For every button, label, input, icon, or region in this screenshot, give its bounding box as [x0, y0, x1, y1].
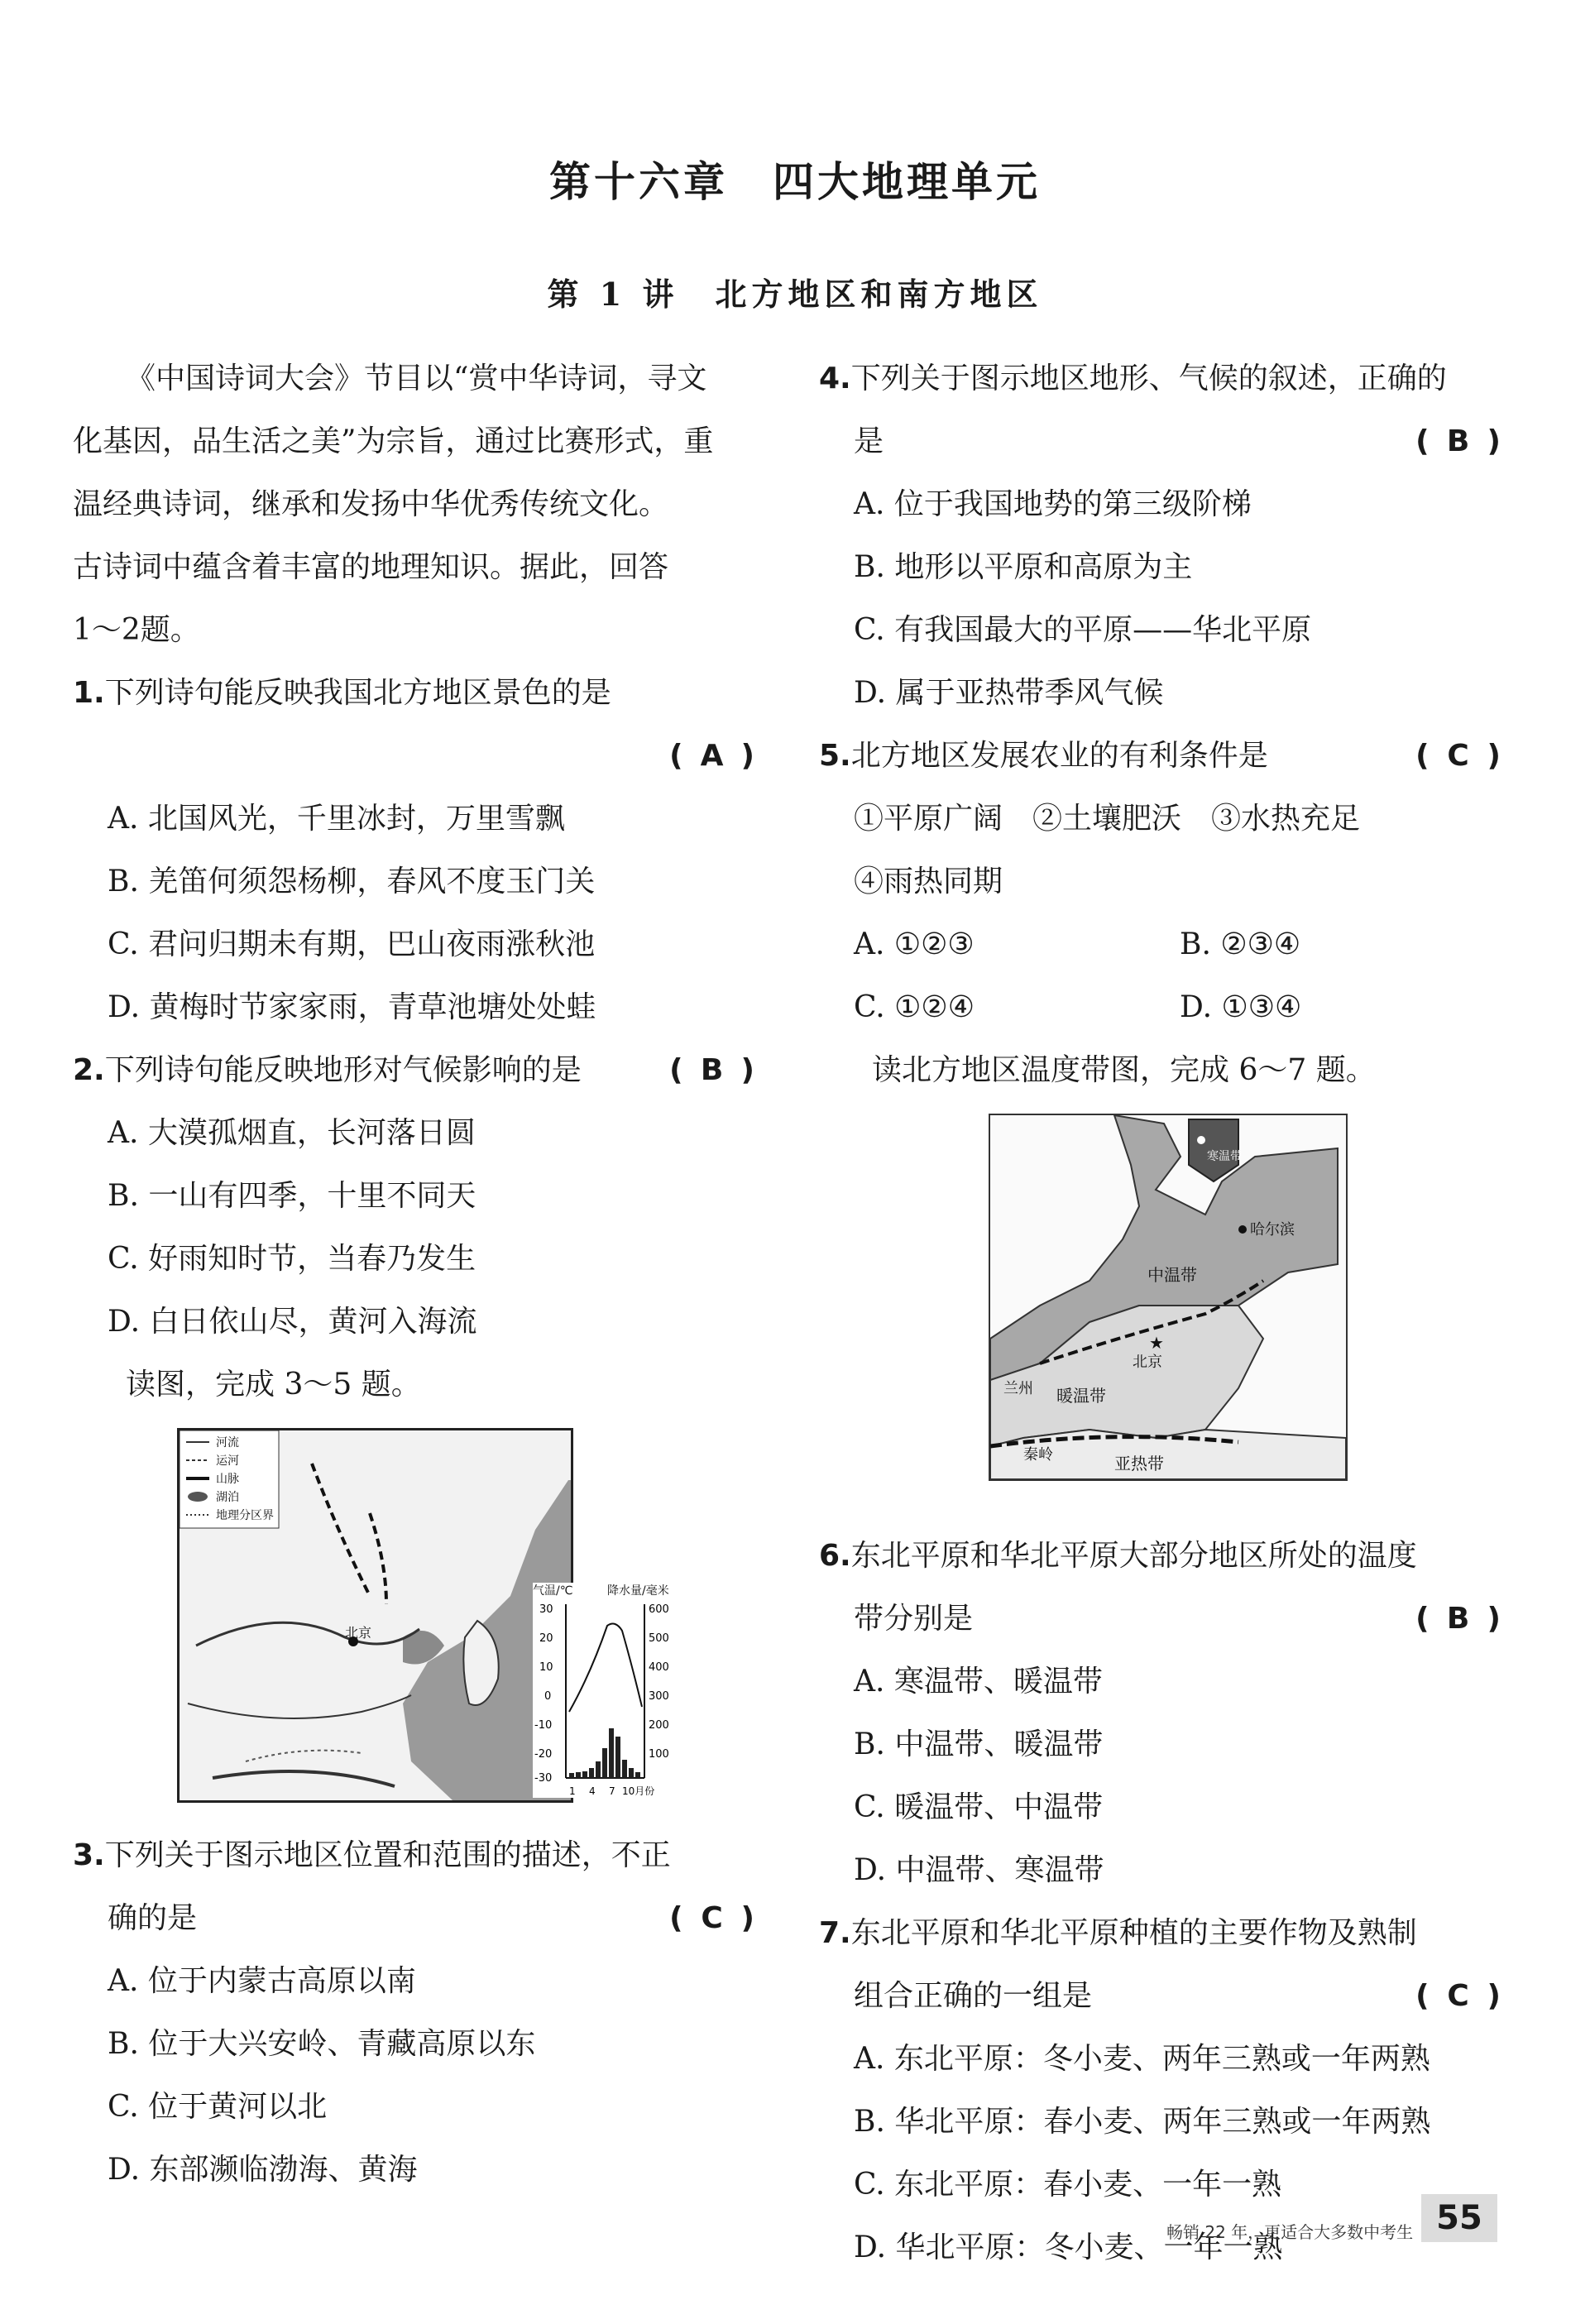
- option-c: C. 君问归期未有期，巴山夜雨涨秋池: [108, 927, 596, 961]
- intro-line: 古诗词中蕴含着丰富的地理知识。据此，回答: [73, 550, 669, 584]
- option-a: A. 大漠孤烟直，长河落日圆: [108, 1116, 476, 1150]
- option-a: A. 位于内蒙古高原以南: [108, 1964, 416, 1998]
- precip-bar: [635, 1772, 640, 1778]
- temperature-zone-figure: [989, 1114, 1506, 1503]
- answer-box: ( B ): [1415, 1588, 1501, 1651]
- precip-tick: 400: [649, 1661, 669, 1674]
- north-region-figure: [73, 1428, 759, 1803]
- right-column: [819, 347, 1506, 2279]
- lesson-title: 第 1 讲 北方地区和南方地区: [547, 276, 1043, 313]
- zone-label: 中温带: [1147, 1265, 1197, 1285]
- question-6-stem-continued: [819, 1588, 1506, 1651]
- question-number: 1.: [73, 676, 105, 710]
- question-text: 北方地区发展农业的有利条件是: [850, 739, 1268, 773]
- chapter-title: 第十六章 四大地理单元: [549, 157, 1041, 206]
- option-b: B. ②③④: [1180, 927, 1301, 961]
- condition-list: ④雨热同期: [854, 865, 1003, 898]
- option-a: A. 寒温带、暖温带: [854, 1665, 1103, 1699]
- temp-tick: 0: [544, 1690, 552, 1703]
- question-5-stem: [819, 725, 1506, 788]
- legend-label: 地理分区界: [216, 1509, 274, 1522]
- temperature-zone-map: [989, 1114, 1348, 1481]
- intro-line: 温经典诗词，继承和发扬中华优秀传统文化。: [73, 487, 669, 521]
- month-tick: 4: [589, 1785, 596, 1797]
- temp-tick: 20: [539, 1632, 553, 1645]
- option-c: C. 位于黄河以北: [108, 2090, 328, 2124]
- option-row: [819, 913, 1506, 976]
- north-region-map: [177, 1428, 669, 1803]
- option-c: C. 好雨知时节，当春乃发生: [108, 1242, 477, 1276]
- option-b: B. 中温带、暖温带: [854, 1727, 1104, 1761]
- temperature-axis-label: 气温/℃: [533, 1584, 573, 1598]
- option-c: C. 暖温带、中温带: [854, 1790, 1104, 1824]
- precip-tick: 500: [649, 1632, 669, 1645]
- option-d: D. 属于亚热带季风气候: [854, 676, 1164, 710]
- legend-lake-symbol: [188, 1492, 208, 1502]
- option-b: B. 一山有四季，十里不同天: [108, 1179, 477, 1213]
- precipitation-axis-label: 降水量/毫米: [607, 1584, 669, 1598]
- option-d: D. 黄梅时节家家雨，青草池塘处处蛙: [108, 990, 596, 1024]
- question-number: 3.: [73, 1838, 105, 1872]
- question-text: 组合正确的一组是: [854, 1979, 1093, 2013]
- answer-letter: A: [700, 739, 724, 773]
- option-b: B. 地形以平原和高原为主: [854, 550, 1193, 584]
- city-label: 北京: [1133, 1354, 1162, 1371]
- answer-letter: C: [1447, 739, 1469, 773]
- temp-tick: -20: [534, 1748, 553, 1761]
- question-number: 4.: [819, 362, 851, 395]
- month-tick: 10月份: [622, 1785, 655, 1797]
- precip-tick: 300: [649, 1690, 669, 1703]
- precip-tick: 600: [649, 1603, 669, 1616]
- option-a: A. 北国风光，千里冰封，万里雪飘: [108, 802, 565, 836]
- option-c: C. ①②④: [854, 990, 975, 1024]
- mountain-range: [312, 1464, 370, 1596]
- temp-tick: -30: [534, 1772, 553, 1785]
- answer-letter: B: [700, 1053, 724, 1087]
- precip-tick: 200: [649, 1719, 669, 1732]
- answer-box: ( C ): [1415, 725, 1501, 788]
- precip-bar: [582, 1771, 587, 1778]
- option-b: B. 华北平原：春小麦、两年三熟或一年两熟: [854, 2105, 1431, 2139]
- question-3-stem: [73, 1824, 759, 1887]
- star-icon: ★: [1149, 1333, 1164, 1353]
- left-column: [73, 347, 759, 2202]
- option-c: C. 东北平原：春小麦、一年一熟: [854, 2168, 1282, 2202]
- legend-label: 山脉: [216, 1473, 239, 1486]
- answer-box: ( C ): [669, 1887, 754, 1950]
- answer-letter: C: [701, 1901, 723, 1935]
- answer-box: ( B ): [1415, 410, 1501, 473]
- intro-line: 化基因，品生活之美”为宗旨，通过比赛形式，重: [73, 424, 714, 458]
- option-a: A. ①②③: [854, 927, 975, 961]
- legend-label: 运河: [216, 1454, 239, 1468]
- temperature-curve: [569, 1624, 642, 1712]
- precip-bar: [569, 1773, 574, 1778]
- question-6-stem: [819, 1525, 1506, 1588]
- city-label: 北京: [345, 1625, 372, 1641]
- option-c: C. 有我国最大的平原——华北平原: [854, 613, 1312, 647]
- temp-tick: 30: [539, 1603, 553, 1616]
- question-4-stem-continued: [819, 410, 1506, 473]
- zone-label: 寒温带: [1207, 1150, 1242, 1163]
- option-d: D. ①③④: [1180, 990, 1302, 1024]
- temp-tick: 10: [539, 1661, 553, 1674]
- boundary-line: [213, 1771, 395, 1786]
- precip-tick: 100: [649, 1748, 669, 1761]
- option-d: D. 东部濒临渤海、黄海: [108, 2153, 418, 2187]
- precip-bar: [629, 1768, 634, 1778]
- question-text: 下列诗句能反映地形对气候影响的是: [104, 1053, 582, 1087]
- city-label: 兰州: [1003, 1380, 1033, 1397]
- option-a: A. 东北平原：冬小麦、两年三熟或一年两熟: [854, 2042, 1430, 2076]
- option-d: D. 白日依山尽，黄河入海流: [108, 1305, 477, 1339]
- question-text: 是: [854, 424, 884, 458]
- answer-letter: B: [1446, 1602, 1470, 1636]
- question-number: 2.: [73, 1053, 105, 1087]
- zone-label: 亚热带: [1114, 1454, 1164, 1473]
- read-map-instruction: 读北方地区温度带图，完成 6～7 题。: [872, 1053, 1376, 1087]
- question-1-stem: [73, 662, 759, 725]
- question-text: 下列诗句能反映我国北方地区景色的是: [104, 676, 611, 710]
- condition-list: ①平原广阔 ②土壤肥沃 ③水热充足: [854, 802, 1361, 836]
- question-number: 6.: [819, 1539, 851, 1573]
- precip-bar: [622, 1760, 627, 1778]
- question-4-stem: [819, 347, 1506, 410]
- mountain-label: 秦岭: [1023, 1446, 1053, 1464]
- precip-bar: [602, 1748, 607, 1778]
- intro-line: 1～2题。: [73, 613, 200, 647]
- footer-note: 畅销 22 年，更适合大多数中考生: [1166, 2222, 1414, 2242]
- precip-bar: [589, 1768, 594, 1778]
- question-7-stem-continued: [819, 1965, 1506, 2028]
- river: [188, 1695, 411, 1718]
- city-label: 哈尔滨: [1250, 1221, 1295, 1239]
- precip-bar: [596, 1761, 601, 1778]
- intro-line: 《中国诗词大会》节目以“赏中华诗词，寻文: [126, 362, 707, 395]
- legend-label: 河流: [216, 1436, 239, 1450]
- question-number: 5.: [819, 739, 851, 773]
- question-2-stem: [73, 1039, 759, 1102]
- option-a: A. 位于我国地势的第三级阶梯: [854, 487, 1252, 521]
- precip-bar: [576, 1772, 581, 1778]
- region-boundary: [246, 1751, 362, 1761]
- question-1-answer-line: [73, 725, 759, 788]
- north-region-map-drawing: [180, 1430, 571, 1800]
- read-map-instruction: 读图，完成 3～5 题。: [126, 1368, 421, 1402]
- month-tick: 7: [609, 1785, 615, 1797]
- question-text: 下列关于图示地区位置和范围的描述，不正: [104, 1838, 671, 1872]
- beijing-climate-chart: [533, 1583, 682, 1798]
- question-7-stem: [819, 1902, 1506, 1965]
- answer-box: ( A ): [669, 725, 754, 788]
- option-d: D. 华北平原：冬小麦、一年一熟: [854, 2231, 1283, 2264]
- month-tick: 1: [569, 1785, 576, 1797]
- yellow-river: [196, 1622, 419, 1646]
- city-marker: [1197, 1136, 1205, 1144]
- question-text: 下列关于图示地区地形、气候的叙述，正确的: [850, 362, 1447, 395]
- answer-letter: C: [1447, 1979, 1469, 2013]
- question-text: 确的是: [108, 1901, 198, 1935]
- question-text: 东北平原和华北平原种植的主要作物及熟制: [850, 1916, 1417, 1950]
- option-d: D. 中温带、寒温带: [854, 1853, 1104, 1887]
- option-b: B. 羌笛何须怨杨柳，春风不度玉门关: [108, 865, 596, 898]
- page-number: 55: [1421, 2194, 1497, 2242]
- question-text: 带分别是: [854, 1602, 974, 1636]
- mountain-range: [370, 1513, 386, 1604]
- answer-box: ( C ): [1415, 1965, 1501, 2028]
- legend-label: 湖泊: [216, 1491, 239, 1504]
- precip-bar: [615, 1737, 620, 1778]
- option-b: B. 位于大兴安岭、青藏高原以东: [108, 2027, 536, 2061]
- option-row: [819, 976, 1506, 1039]
- question-text: 东北平原和华北平原大部分地区所处的温度: [850, 1539, 1417, 1573]
- temp-tick: -10: [534, 1719, 553, 1732]
- answer-box: ( B ): [669, 1039, 754, 1102]
- answer-letter: B: [1446, 424, 1470, 458]
- zone-label: 暖温带: [1056, 1386, 1106, 1406]
- precip-bar: [609, 1728, 614, 1778]
- question-3-stem-continued: [73, 1887, 759, 1950]
- question-number: 7.: [819, 1916, 851, 1950]
- harbin-marker: [1238, 1225, 1247, 1234]
